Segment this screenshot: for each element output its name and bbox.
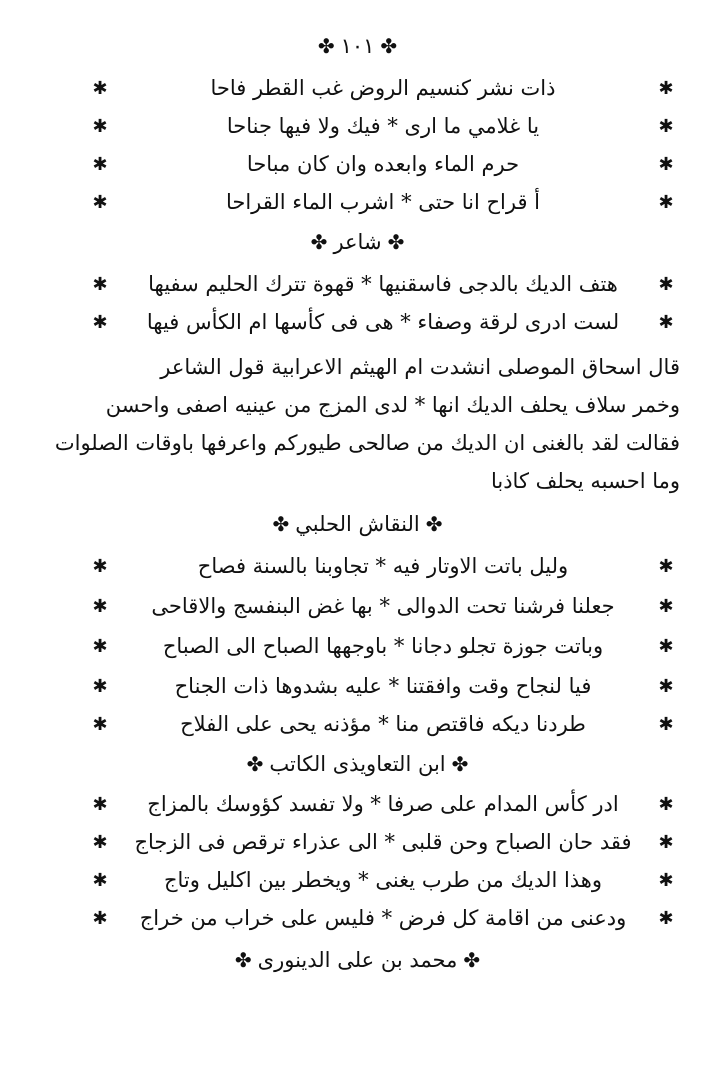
- verse-line: [88, 898, 678, 938]
- verse-line: [88, 704, 678, 744]
- star-icon: ✱: [92, 831, 108, 853]
- star-icon: ✱: [658, 907, 674, 929]
- ornament-icon: ✤: [317, 34, 335, 58]
- verse-text: فقد حان الصباح وحن قلبى * الى عذراء ترقص فى الزجاج: [134, 830, 632, 854]
- ornament-icon: ✤: [387, 230, 405, 254]
- verse-line: [88, 182, 678, 222]
- star-icon: ✱: [658, 555, 674, 577]
- verse-line: [88, 586, 678, 626]
- verse-line: [88, 144, 678, 184]
- ornament-icon: ✤: [310, 230, 328, 254]
- star-icon: ✱: [658, 115, 674, 137]
- star-icon: ✱: [658, 869, 674, 891]
- prose-text: وما احسبه يحلف كاذبا: [490, 469, 680, 493]
- verse-text: حرم الماء وابعده وان كان مباحا: [246, 152, 520, 176]
- star-icon: ✱: [92, 793, 108, 815]
- verse-text: وليل باتت الاوتار فيه * تجاوبنا بالسنة فصاح: [197, 554, 569, 578]
- verse-text: يا غلامي ما ارى * فيك ولا فيها جناحا: [226, 114, 540, 138]
- star-icon: ✱: [92, 713, 108, 735]
- verse-text: ادر كأس المدام على صرفا * ولا تفسد كؤوسك بالمزاج: [147, 792, 619, 816]
- verse-line: [88, 784, 678, 824]
- ornament-icon: ✤: [380, 34, 398, 58]
- star-icon: ✱: [658, 191, 674, 213]
- verse-line: [88, 68, 678, 108]
- page-number: ١٠١: [340, 34, 375, 58]
- prose-line: [90, 348, 680, 386]
- section-heading: [0, 940, 715, 980]
- prose-text: فقالت لقد بالغنى ان الديك من صالحى طيوركم واعرفها باوقات الصلوات: [54, 431, 680, 455]
- section-heading: [0, 222, 715, 262]
- star-icon: ✱: [92, 595, 108, 617]
- verse-text: جعلنا فرشنا تحت الدوالى * بها غض البنفسج والاقاحى: [151, 594, 615, 618]
- prose-line: [54, 424, 680, 462]
- star-icon: ✱: [92, 153, 108, 175]
- ornament-icon: ✤: [272, 512, 290, 536]
- star-icon: ✱: [92, 115, 108, 137]
- heading-text: شاعر: [333, 230, 382, 254]
- prose-line: [90, 386, 680, 424]
- page-number-heading: [0, 26, 715, 66]
- star-icon: ✱: [658, 77, 674, 99]
- verse-line: [88, 106, 678, 146]
- verse-line: [88, 302, 678, 342]
- verse-text: أ قراح انا حتى * اشرب الماء القراحا: [225, 190, 541, 214]
- verse-text: فيا لنجاح وقت وافقتنا * عليه بشدوها ذات الجناح: [174, 674, 592, 698]
- verse-line: [88, 264, 678, 304]
- ornament-icon: ✤: [451, 752, 469, 776]
- prose-text: وخمر سلاف يحلف الديك انها * لدى المزج من عينيه اصفى واحسن: [105, 393, 680, 417]
- verse-text: وباتت جوزة تجلو دجانا * باوجهها الصباح الى الصباح: [162, 634, 604, 658]
- star-icon: ✱: [92, 555, 108, 577]
- ornament-icon: ✤: [425, 512, 443, 536]
- ornament-icon: ✤: [234, 948, 252, 972]
- star-icon: ✱: [658, 675, 674, 697]
- star-icon: ✱: [658, 635, 674, 657]
- star-icon: ✱: [92, 311, 108, 333]
- section-heading: [0, 504, 715, 544]
- ornament-icon: ✤: [463, 948, 481, 972]
- star-icon: ✱: [92, 869, 108, 891]
- ornament-icon: ✤: [246, 752, 264, 776]
- star-icon: ✱: [658, 713, 674, 735]
- star-icon: ✱: [658, 311, 674, 333]
- prose-text: قال اسحاق الموصلى انشدت ام الهيثم الاعرابية قول الشاعر: [160, 355, 680, 379]
- verse-text: ذات نشر كنسيم الروض غب القطر فاحا: [210, 76, 556, 100]
- verse-line: [88, 822, 678, 862]
- verse-text: لست ادرى لرقة وصفاء * هى فى كأسها ام الكأس فيها: [146, 310, 620, 334]
- star-icon: ✱: [658, 793, 674, 815]
- heading-text: محمد بن على الدينورى: [257, 948, 458, 972]
- prose-line: [90, 462, 680, 500]
- section-heading: [0, 744, 715, 784]
- star-icon: ✱: [658, 153, 674, 175]
- verse-text: طردنا ديكه فاقتص منا * مؤذنه يحى على الفلاح: [180, 712, 586, 736]
- verse-text: هتف الديك بالدجى فاسقنيها * قهوة تترك الحليم سفيها: [148, 272, 618, 296]
- star-icon: ✱: [658, 595, 674, 617]
- heading-text: ابن التعاويذى الكاتب: [269, 752, 446, 776]
- star-icon: ✱: [658, 273, 674, 295]
- star-icon: ✱: [92, 907, 108, 929]
- star-icon: ✱: [92, 77, 108, 99]
- star-icon: ✱: [92, 191, 108, 213]
- star-icon: ✱: [92, 675, 108, 697]
- verse-text: وهذا الديك من طرب يغنى * ويخطر بين اكليل وتاج: [163, 868, 603, 892]
- heading-text: النقاش الحلبي: [295, 512, 420, 536]
- verse-text: ودعنى من اقامة كل فرض * فليس على خراب من خراج: [139, 906, 627, 930]
- verse-line: [88, 860, 678, 900]
- star-icon: ✱: [92, 635, 108, 657]
- verse-line: [88, 666, 678, 706]
- verse-line: [88, 626, 678, 666]
- star-icon: ✱: [658, 831, 674, 853]
- star-icon: ✱: [92, 273, 108, 295]
- verse-line: [88, 546, 678, 586]
